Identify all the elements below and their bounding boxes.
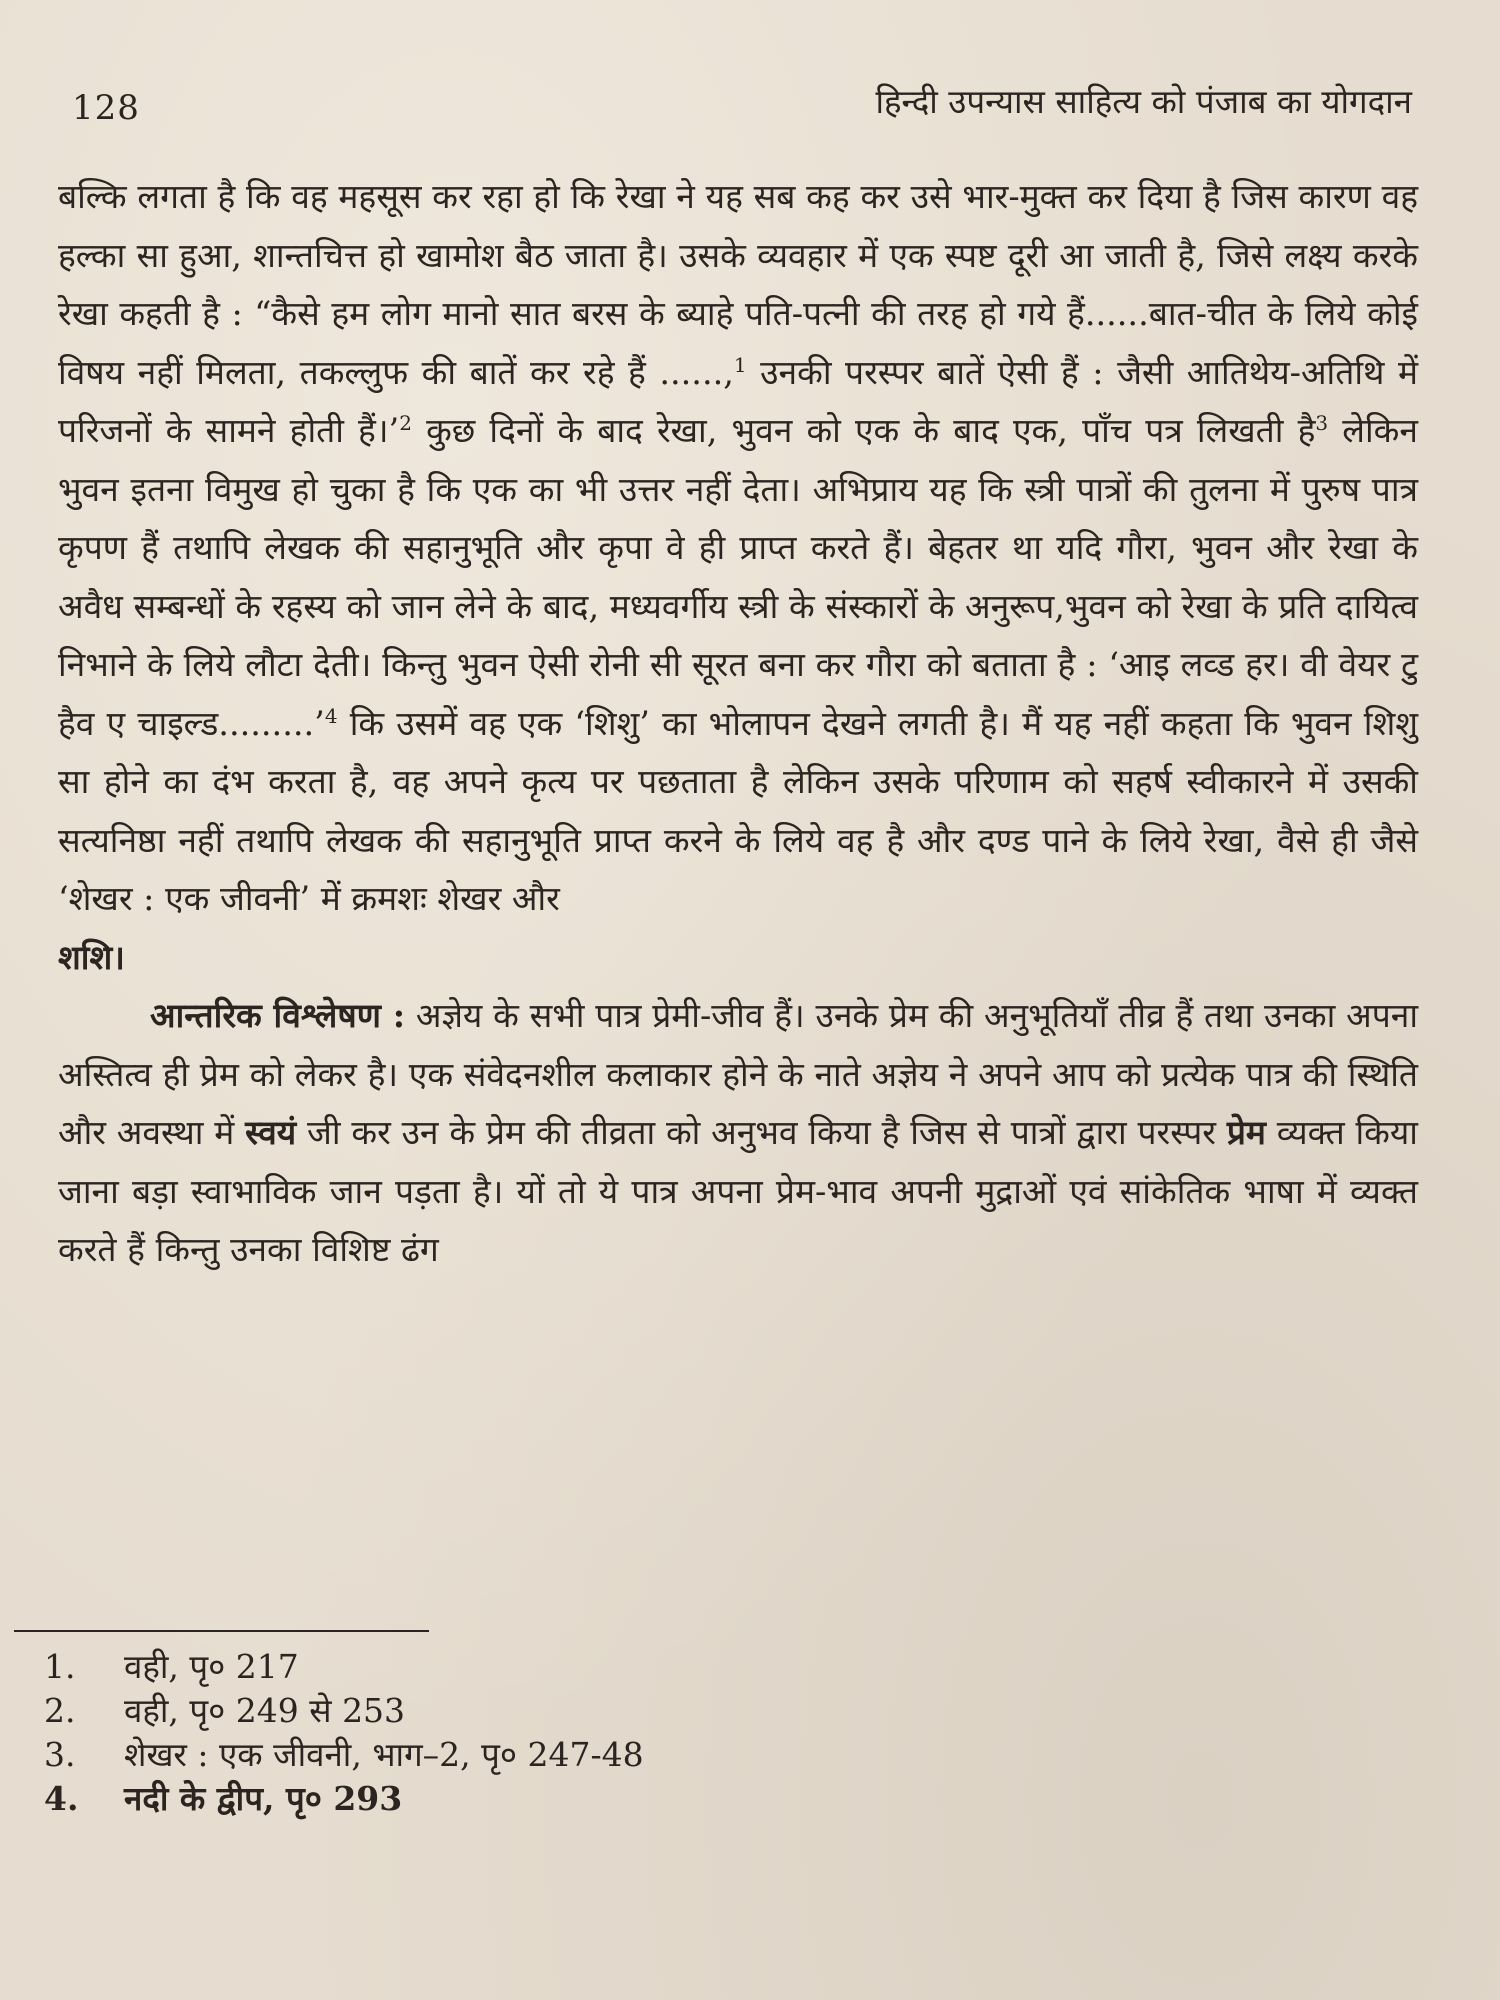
footnote-1 [44, 1645, 644, 1689]
paragraph-1 [58, 168, 1418, 929]
footnote-number: 4. [44, 1779, 79, 1818]
body-text [58, 168, 1418, 1280]
section-heading: आन्तरिक विश्लेषण : [150, 996, 406, 1035]
footnote-text: शेखर : एक जीवनी, भाग–2, पृ० 247-48 [124, 1735, 644, 1774]
footnotes [44, 1645, 644, 1821]
footnote-text: नदी के द्वीप, पृ० 293 [124, 1779, 403, 1818]
paragraph-1-part-2: उनकी परस्पर बातें ऐसी हैं : जैसी आतिथेय-अतिथि में परिजनों के सामने होती हैं।’ [58, 352, 1418, 450]
running-head: हिन्दी उपन्यास साहित्य को पंजाब का योगदान [875, 82, 1412, 121]
paragraph-1-part-4: लेकिन भुवन इतना विमुख हो चुका है कि एक का भी उत्तर नहीं देता। अभिप्राय यह कि स्त्री पात्रों की तुलना में पुरुष पात्र कृपण हैं तथापि लेखक की सहानुभूति और कृपा वे ही प्राप्त करते हैं। बेहतर था यदि गौरा, भुवन और रेखा के अवैध सम्बन्धों के रहस्य को जान लेने के बाद, मध्यवर्गीय स्त्री के संस्कारों के अनुरूप,भुवन को रेखा के प्रति दायित्व निभाने के लिये लौटा देती। किन्तु भुवन ऐसी रोनी सी सूरत बना कर गौरा को बताता है : ‘आइ लव्ड हर। वी वेयर टु हैव ए चाइल्ड.........’ [58, 411, 1418, 743]
footnote-divider [14, 1630, 429, 1632]
paragraph-2-text-2: जी कर उन के प्रेम की तीव्रता को अनुभव किया है जिस से पात्रों द्वारा परस्पर [296, 1113, 1227, 1152]
footnote-2 [44, 1689, 644, 1733]
paragraph-2-bold-word-1: स्वयं [245, 1113, 297, 1152]
paragraph-1-part-3: कुछ दिनों के बाद रेखा, भुवन को एक के बाद एक, पाँच पत्र लिखती है [411, 411, 1316, 450]
paragraph-1-last-word: शशि। [58, 937, 125, 977]
page-number: 128 [72, 88, 140, 128]
footnote-ref-3: 3 [1315, 410, 1329, 435]
footnote-4 [44, 1777, 644, 1821]
footnote-ref-2: 2 [399, 410, 412, 435]
paragraph-2-bold-word-2: प्रेम [1226, 1113, 1266, 1152]
footnote-text: वही, पृ० 217 [124, 1647, 299, 1686]
paragraph-2-text: अज्ञेय के सभी पात्र प्रेमी-जीव हैं। उनके प्रेम की अनुभूतियाँ तीव्र हैं तथा उनका अपना अस्तित्व ही प्रेम को लेकर है। एक संवेदनशील कलाकार होने के नाते अज्ञेय ने अपने आप को प्रत्येक पात्र की स्थिति और अवस्था में [58, 996, 1418, 1152]
paragraph-1-part-5: कि उसमें वह एक ‘शिशु’ का भोलापन देखने लगती है। मैं यह नहीं कहता कि भुवन शिशु सा होने का दंभ करता है, वह अपने कृत्य पर पछताता है लेकिन उसके परिणाम को सहर्ष स्वीकारने में उसकी सत्यनिष्ठा नहीं तथापि लेखक की सहानुभूति प्राप्त करने के लिये वह है और दण्ड पाने के लिये रेखा, वैसे ही जैसे ‘शेखर : एक जीवनी’ में क्रमशः शेखर और [58, 703, 1419, 918]
paragraph-2 [58, 987, 1418, 1280]
footnote-number: 3. [44, 1735, 76, 1774]
footnote-ref-1: 1 [733, 352, 747, 377]
footnote-number: 2. [44, 1691, 76, 1730]
footnote-number: 1. [44, 1647, 76, 1686]
footnote-3 [44, 1733, 644, 1777]
paragraph-1-end [58, 929, 1418, 988]
paragraph-2-text-3: व्यक्त किया जाना बड़ा स्वाभाविक जान पड़ता है। यों तो ये पात्र अपना प्रेम-भाव अपनी मुद्राओं एवं सांकेतिक भाषा में व्यक्त करते हैं किन्तु उनका विशिष्ट ढंग [58, 1113, 1418, 1269]
footnote-ref-4: 4 [324, 703, 338, 728]
footnote-text: वही, पृ० 249 से 253 [124, 1691, 406, 1730]
paragraph-1-part-1: बल्कि लगता है कि वह महसूस कर रहा हो कि रेखा ने यह सब कह कर उसे भार-मुक्त कर दिया है जिस कारण वह हल्का सा हुआ, शान्तचित्त हो खामोश बैठ जाता है। उसके व्यवहार में एक स्पष्ट दूरी आ जाती है, जिसे लक्ष्य करके रेखा कहती है : “कैसे हम लोग मानो सात बरस के ब्याहे पति-पत्नी की तरह हो गये हैं......बात-चीत के लिये कोई विषय नहीं मिलता, तकल्लुफ की बातें कर रहे हैं ......, [58, 177, 1418, 392]
